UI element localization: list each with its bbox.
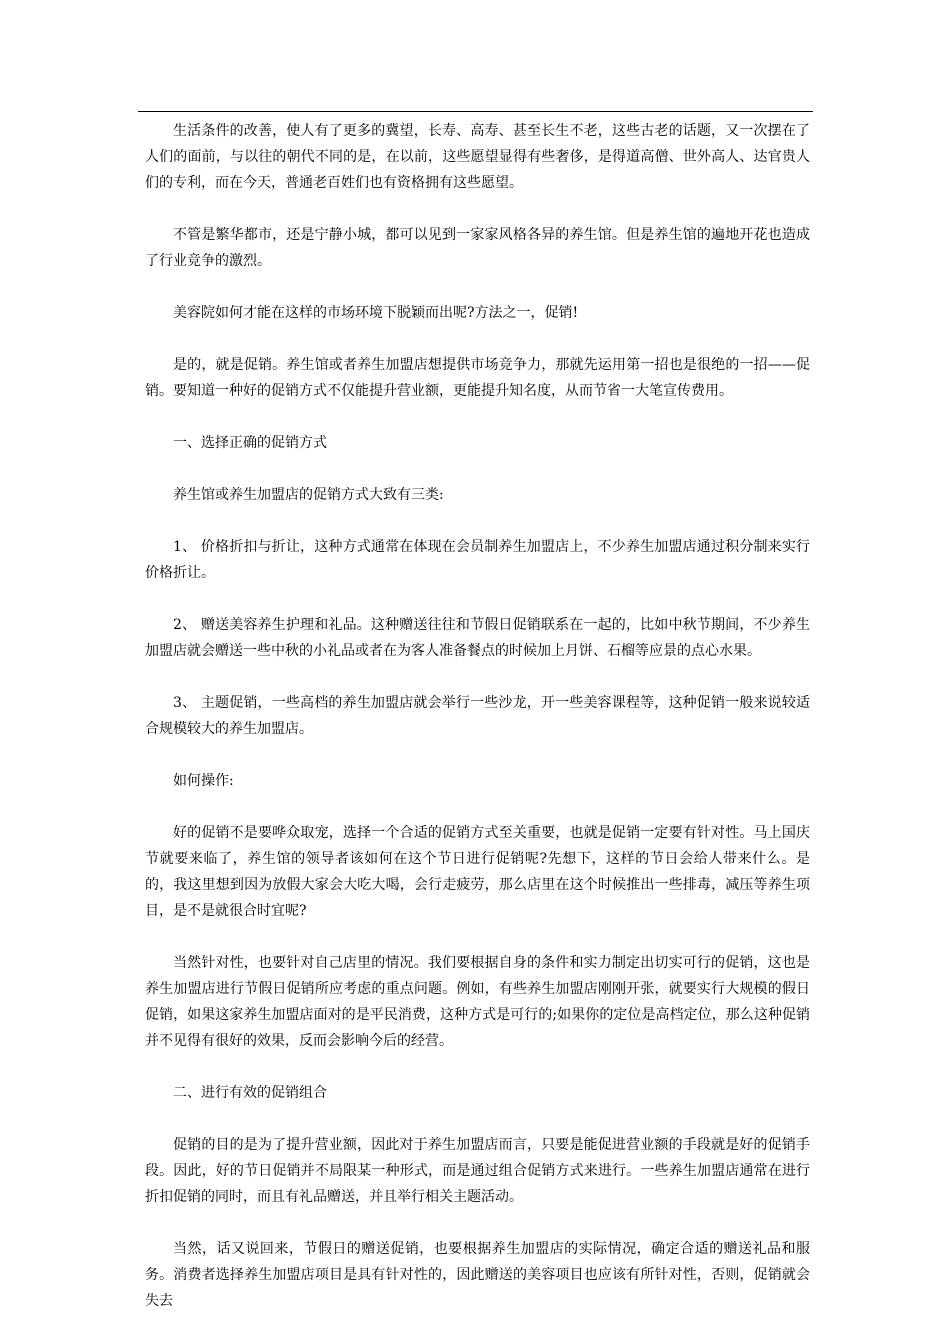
paragraph-combination: 促销的目的是为了提升营业额，因此对于养生加盟店而言，只要是能促进营业额的手段就是好的促销手段。因此，好的节日促销并不局限某一种形式，而是通过组合促销方式来进行。一些养生加盟店通常在进行折扣促销的同时，而且有礼品赠送，并且举行相关主题活动。 [145,1137,810,1205]
paragraph-promotion: 是的，就是促销。养生馆或者养生加盟店想提供市场竞争力，那就先运用第一招也是很绝的一招——促销。要知道一种好的促销方式不仅能提升营业额，更能提升知名度，从而节省一大笔宣传费用。 [145,357,810,399]
paragraph-store-situation: 当然针对性，也要针对自己店里的情况。我们要根据自身的条件和实力制定出切实可行的促销，这也是养生加盟店进行节假日促销所应考虑的重点问题。例如，有些养生加盟店刚刚开张，就要实行大规模的假日促销，如果这家养生加盟店面对的是平民消费，这种方式是可行的;如果你的定位是高档定位，那么这种促销并不见得有很好的效果，反而会影响今后的经营。 [145,955,810,1049]
list-item-1: 1、 价格折扣与折让，这种方式通常在体现在会员制养生加盟店上，不少养生加盟店通过积分制来实行价格折让。 [145,539,810,581]
paragraph-gift-promotion: 当然，话又说回来，节假日的赠送促销，也要根据养生加盟店的实际情况，确定合适的赠送礼品和服务。消费者选择养生加盟店项目是具有针对性的，因此赠送的美容项目也应该有所针对性，否则，促销就会失去 [145,1241,810,1309]
document-body [145,118,810,1340]
subheading-how-to: 如何操作: [173,773,234,789]
header-rule [138,111,813,112]
section-heading-2: 二、进行有效的促销组合 [173,1085,327,1101]
paragraph-three-types: 养生馆或养生加盟店的促销方式大致有三类: [173,487,444,503]
paragraph-question: 美容院如何才能在这样的市场环境下脱颖而出呢?方法之一，促销! [173,305,579,321]
paragraph-intro: 生活条件的改善，使人有了更多的冀望，长寿、高寿、甚至长生不老，这些古老的话题，又一次摆在了人们的面前，与以往的朝代不同的是，在以前，这些愿望显得有些奢侈，是得道高僧、世外高人、达官贵人们的专利，而在今天，普通老百姓们也有资格拥有这些愿望。 [145,123,810,191]
list-item-2: 2、 赠送美容养生护理和礼品。这种赠送往往和节假日促销联系在一起的，比如中秋节期间，不少养生加盟店就会赠送一些中秋的小礼品或者在为客人准备餐点的时候加上月饼、石榴等应景的点心水果。 [145,617,810,659]
list-item-3: 3、 主题促销，一些高档的养生加盟店就会举行一些沙龙，开一些美容课程等，这种促销一般来说较适合规模较大的养生加盟店。 [145,695,810,737]
section-heading-1: 一、选择正确的促销方式 [173,435,327,451]
paragraph-competition: 不管是繁华都市，还是宁静小城，都可以见到一家家风格各异的养生馆。但是养生馆的遍地开花也造成了行业竞争的激烈。 [145,227,810,269]
paragraph-targeting: 好的促销不是要哗众取宠，选择一个合适的促销方式至关重要，也就是促销一定要有针对性。马上国庆节就要来临了，养生馆的领导者该如何在这个节日进行促销呢?先想下，这样的节日会给人带来什么。是的，我这里想到因为放假大家会大吃大喝，会行走疲劳，那么店里在这个时候推出一些排毒，减压等养生项目，是不是就很合时宜呢? [145,825,810,919]
